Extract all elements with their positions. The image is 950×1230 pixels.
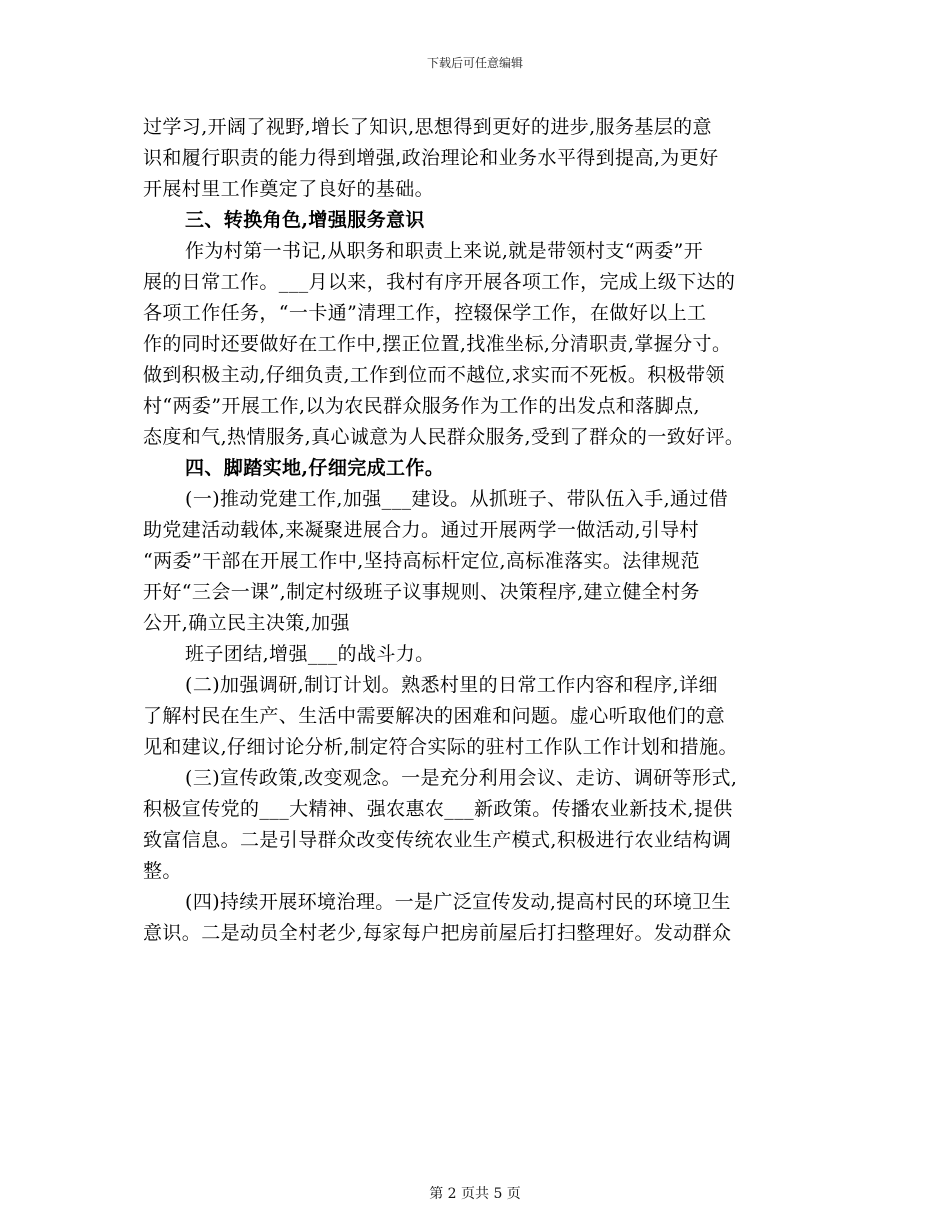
paragraph-line: 公开,确立民主决策,加强 <box>143 612 350 634</box>
paragraph-line: 意识。二是动员全村老少,每家每户把房前屋后打扫整理好。发动群众 <box>143 922 732 944</box>
paragraph-line: 开好“三会一课”,制定村级班子议事规则、决策程序,建立健全村务 <box>143 581 700 603</box>
paragraph-line: (三)宣传政策,改变观念。一是充分利用会议、走访、调研等形式, <box>185 767 738 789</box>
paragraph-line: 了解村民在生产、生活中需要解决的困难和问题。虚心听取他们的意 <box>143 705 726 727</box>
paragraph-line: 过学习,开阔了视野,增长了知识,思想得到更好的进步,服务基层的意 <box>143 116 712 138</box>
paragraph-line: 做到积极主动,仔细负责,工作到位而不越位,求实而不死板。积极带领 <box>143 364 725 386</box>
paragraph-line: 开展村里工作奠定了良好的基础。 <box>143 178 435 200</box>
paragraph-line: (四)持续开展环境治理。一是广泛宣传发动,提高村民的环境卫生 <box>185 891 731 913</box>
paragraph-line: “两委”干部在开展工作中,坚持高标杆定位,高标准落实。法律规范 <box>143 550 700 572</box>
paragraph-line: 积极宣传党的___大精神、强农惠农___新政策。传播农业新技术,提供 <box>143 798 733 820</box>
paragraph-line: 助党建活动载体,来凝聚进展合力。通过开展两学一做活动,引导村 <box>143 519 700 541</box>
paragraph-line: 见和建议,仔细讨论分析,制定符合实际的驻村工作队工作计划和措施。 <box>143 736 738 758</box>
section-heading-3: 三、转换角色,增强服务意识 <box>185 209 425 231</box>
page-footer: 第 2 页共 5 页 <box>429 1186 521 1202</box>
paragraph-line: 作的同时还要做好在工作中,摆正位置,找准坐标,分清职责,掌握分寸。 <box>143 333 732 355</box>
paragraph-line: 村“两委”开展工作,以为农民群众服务作为工作的出发点和落脚点, <box>143 395 700 417</box>
paragraph-line: 识和履行职责的能力得到增强,政治理论和业务水平得到提高,为更好 <box>143 147 719 169</box>
paragraph-line: 作为村第一书记,从职务和职责上来说,就是带领村支“两委”开 <box>185 240 704 262</box>
paragraph-line: 各项工作任务，“一卡通”清理工作，控辍保学工作，在做好以上工 <box>143 302 707 324</box>
paragraph-line: 展的日常工作。___月以来，我村有序开展各项工作，完成上级下达的 <box>143 271 736 293</box>
paragraph-line: (一)推动党建工作,加强___建设。从抓班子、带队伍入手,通过借 <box>185 488 729 510</box>
paragraph-line: 班子团结,增强___的战斗力。 <box>185 643 435 665</box>
section-heading-4: 四、脚踏实地,仔细完成工作。 <box>185 457 445 479</box>
paragraph-line: 致富信息。二是引导群众改变传统农业生产模式,积极进行农业结构调 <box>143 829 732 851</box>
document-body <box>143 112 823 949</box>
paragraph-line: 整。 <box>143 860 182 882</box>
page-header: 下载后可任意编辑 <box>426 56 523 70</box>
paragraph-line: (二)加强调研,制订计划。熟悉村里的日常工作内容和程序,详细 <box>185 674 718 696</box>
paragraph-line: 态度和气,热情服务,真心诚意为人民群众服务,受到了群众的一致好评。 <box>143 426 745 448</box>
